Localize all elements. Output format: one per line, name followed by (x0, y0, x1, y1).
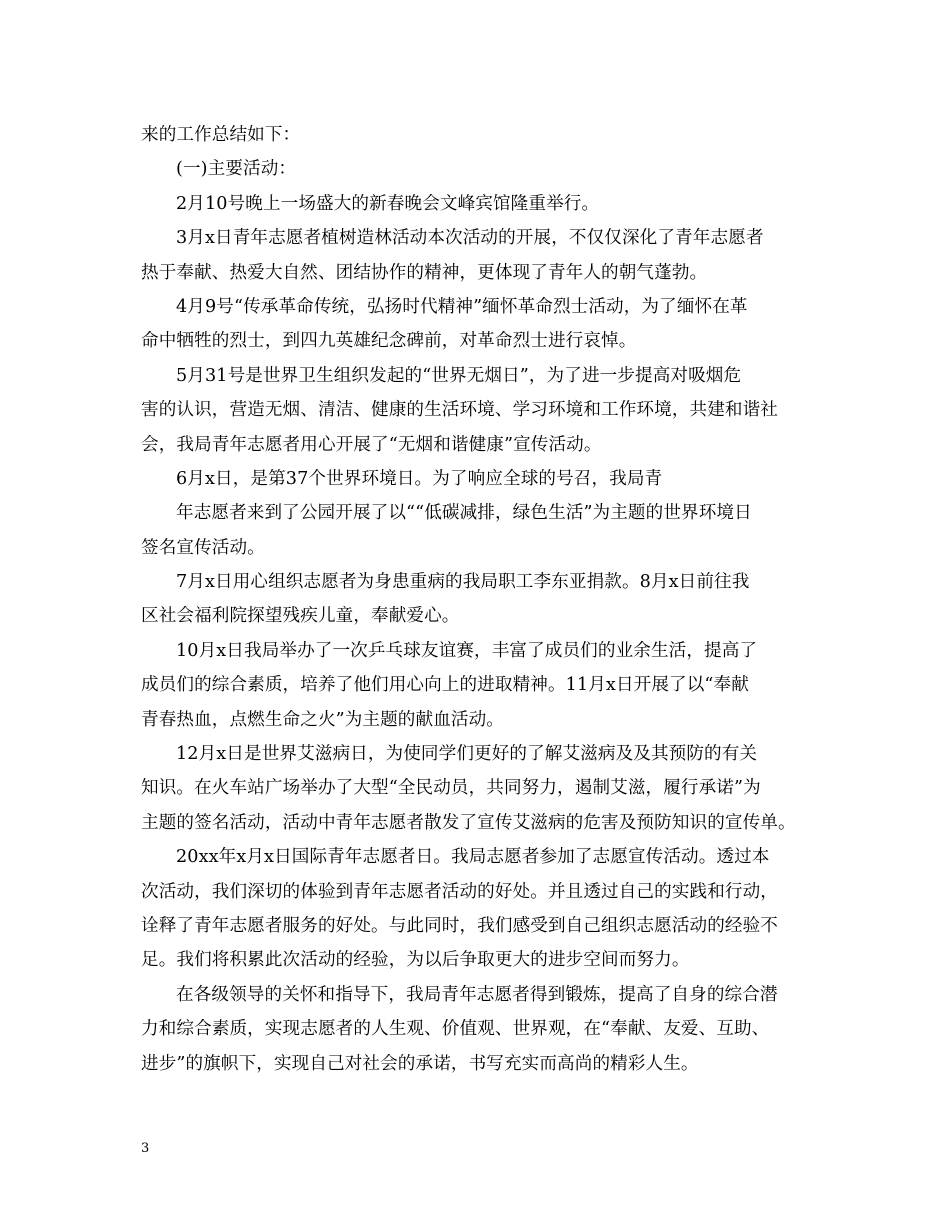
text-line: 知识。在火车站广场举办了大型“全民动员，共同努力，遏制艾滋，履行承诺”为 (141, 778, 761, 799)
text-line: 诠释了青年志愿者服务的好处。与此同时，我们感受到自己组织志愿活动的经验不 (141, 915, 778, 936)
text-line: 7月x日用心组织志愿者为身患重病的我局职工李东亚捐款。8月x日前往我 (176, 572, 750, 593)
text-line: 12月x日是世界艾滋病日，为使同学们更好的了解艾滋病及及其预防的有关 (176, 744, 758, 765)
text-line: 次活动，我们深切的体验到青年志愿者活动的好处。并且透过自己的实践和行动， (141, 881, 778, 902)
text-line: 害的认识，营造无烟、清洁、健康的生活环境、学习环境和工作环境，共建和谐社 (141, 400, 778, 421)
text-line: 20xx年x月x日国际青年志愿者日。我局志愿者参加了志愿宣传活动。透过本 (176, 847, 770, 868)
text-line: 热于奉献、热爱大自然、团结协作的精神，更体现了青年人的朝气蓬勃。 (141, 262, 708, 283)
text-line: 力和综合素质，实现志愿者的人生观、价值观、世界观，在“奉献、友爱、互助、 (141, 1019, 770, 1040)
text-line: 签名宣传活动。 (141, 537, 265, 558)
text-line: 进步”的旗帜下，实现自己对社会的承诺，书写充实而高尚的精彩人生。 (141, 1053, 699, 1074)
text-line: 足。我们将积累此次活动的经验，为以后争取更大的进步空间而努力。 (141, 950, 690, 971)
document-body (141, 118, 831, 1081)
text-line: (一)主要活动： (176, 159, 297, 180)
text-line: 区社会福利院探望残疾儿童，奉献爱心。 (141, 606, 460, 627)
text-line: 来的工作总结如下： (141, 125, 301, 145)
text-line: 年志愿者来到了公园开展了以““低碳减排，绿色生活”为主题的世界环境日 (176, 503, 752, 524)
text-line: 在各级领导的关怀和指导下，我局青年志愿者得到锻炼，提高了自身的综合潜 (176, 984, 778, 1005)
text-line: 主题的签名活动，活动中青年志愿者散发了宣传艾滋病的危害及预防知识的宣传单。 (141, 812, 796, 833)
text-line: 10月x日我局举办了一次乒乓球友谊赛，丰富了成员们的业余生活，提高了 (176, 640, 758, 661)
text-line: 4月9号“传承革命传统，弘扬时代精神”缅怀革命烈士活动，为了缅怀在革 (176, 296, 748, 317)
text-line: 青春热血，点燃生命之火”为主题的献血活动。 (141, 709, 504, 730)
text-line: 3月x日青年志愿者植树造林活动本次活动的开展，不仅仅深化了青年志愿者 (176, 228, 764, 249)
text-line: 6月x日，是第37个世界环境日。为了响应全球的号召，我局青 (176, 468, 663, 489)
text-line: 2月10号晚上一场盛大的新春晚会文峰宾馆隆重举行。 (176, 193, 600, 214)
text-line: 会，我局青年志愿者用心开展了“无烟和谐健康”宣传活动。 (141, 434, 602, 455)
page-number: 3 (141, 1141, 150, 1156)
text-line: 命中牺牲的烈士，到四九英雄纪念碑前，对革命烈士进行哀悼。 (141, 331, 637, 352)
text-line: 成员们的综合素质，培养了他们用心向上的进取精神。11月x日开展了以“奉献 (141, 675, 749, 696)
text-line: 5月31号是世界卫生组织发起的“世界无烟日”，为了进一步提高对吸烟危 (176, 365, 742, 386)
